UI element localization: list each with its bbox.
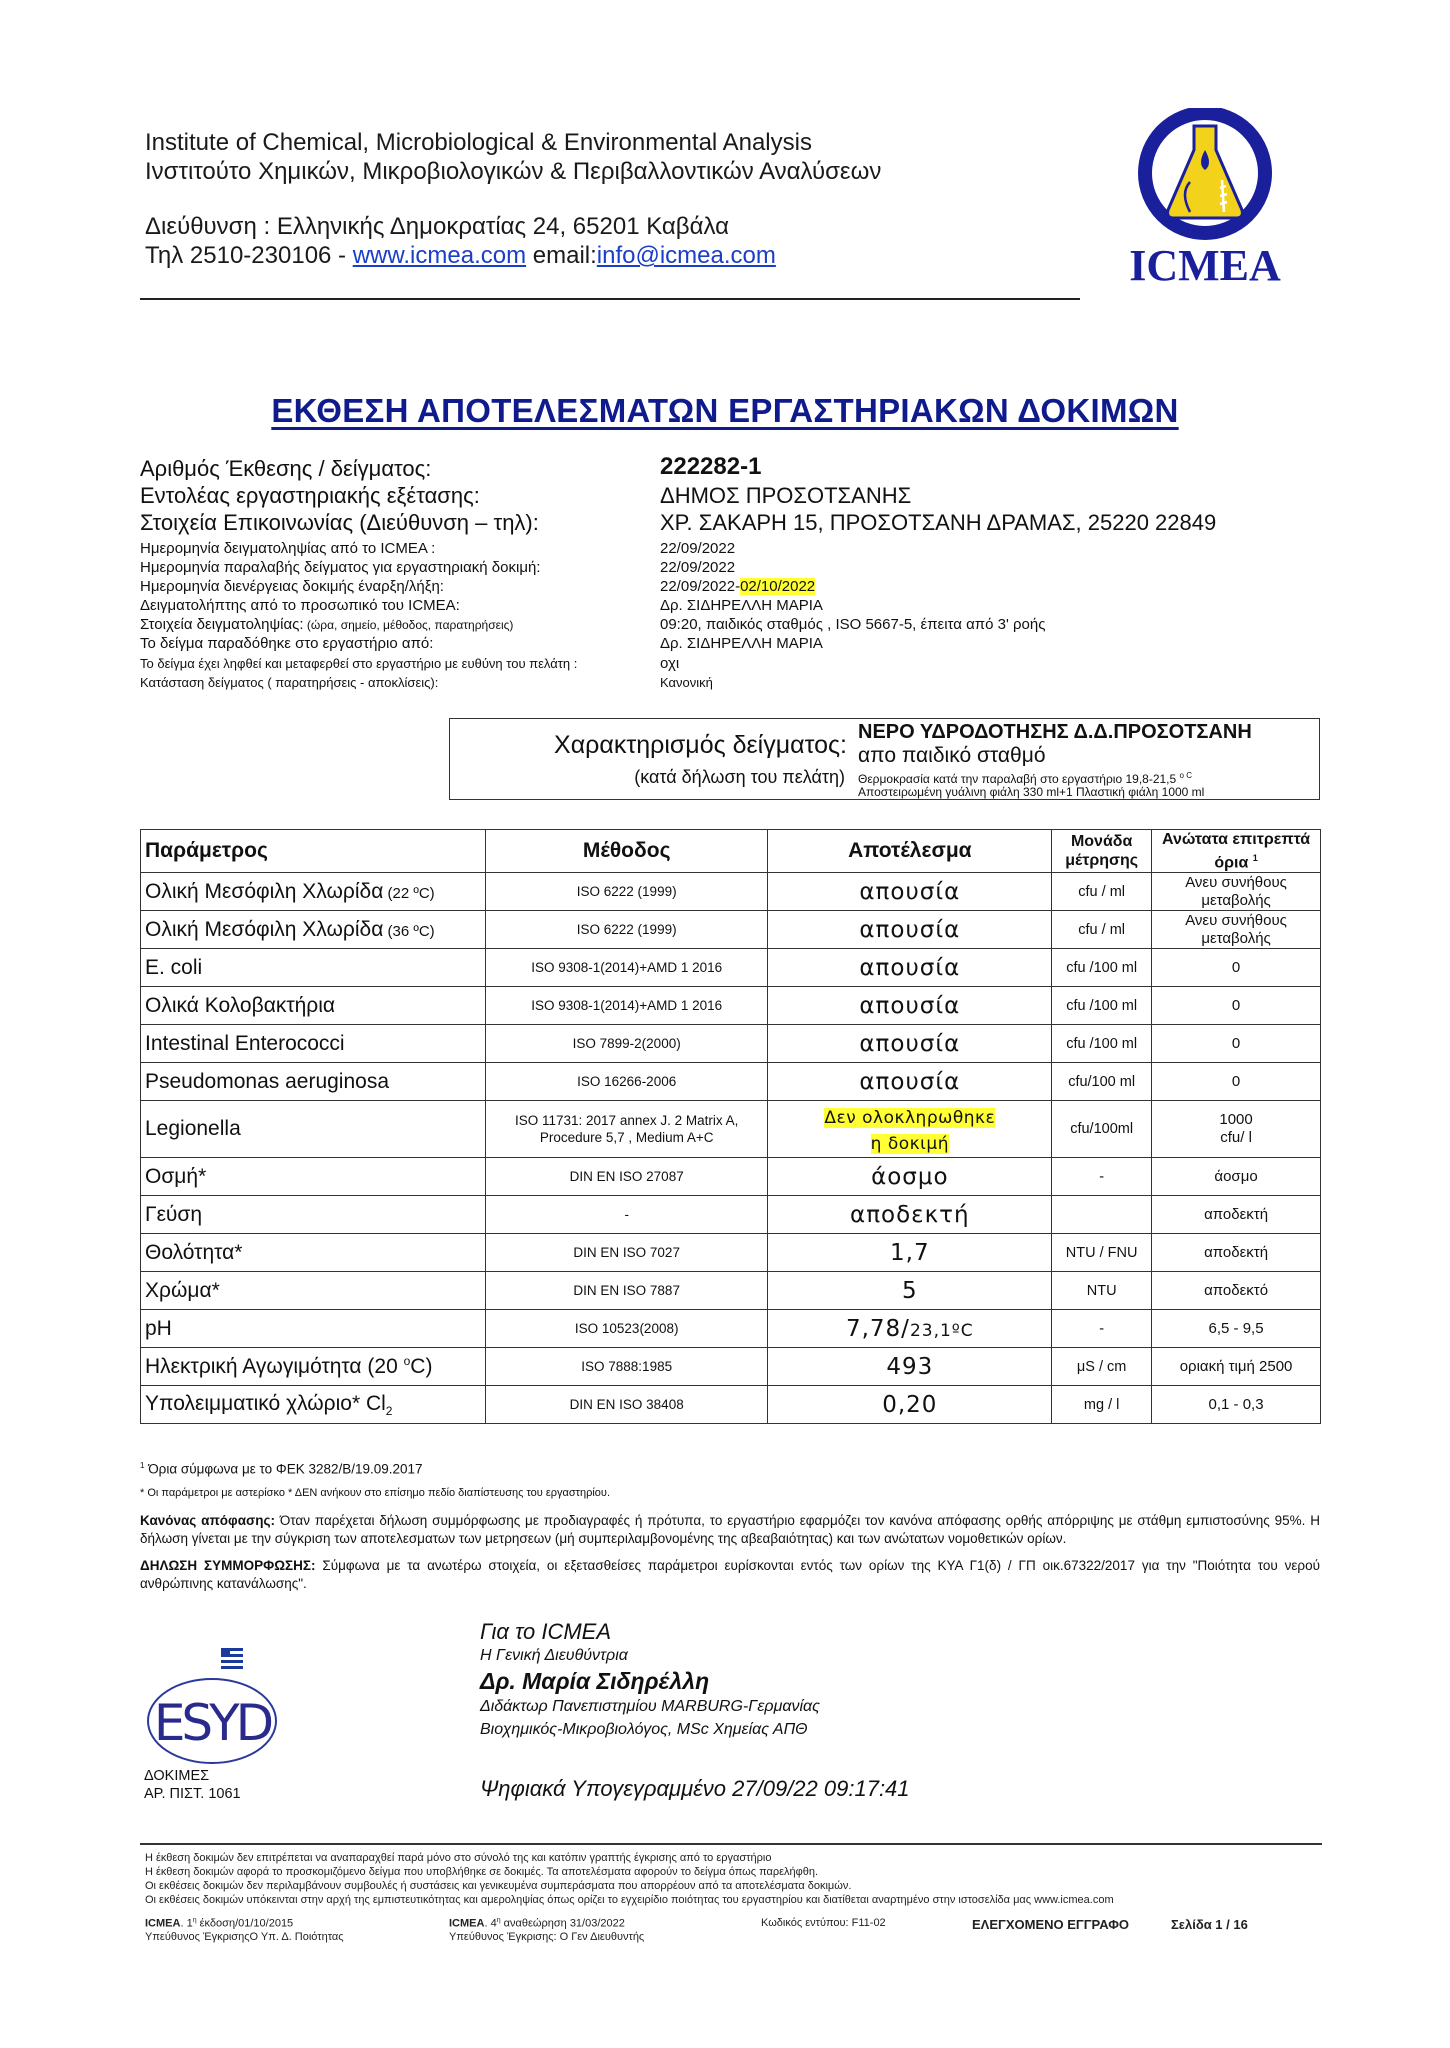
results-table — [140, 829, 1321, 1424]
edition-org: ICMEA — [145, 1917, 181, 1930]
footnote-marker: 1 — [140, 1461, 145, 1470]
header-divider — [140, 298, 1080, 300]
row-result: απουσία — [768, 987, 1052, 1025]
edition-date: έκδοση/01/10/2015 — [196, 1917, 294, 1930]
signatory-credential-2: Βιοχημικός-Μικροβιολόγος, MSc Χημείας ΑΠΘ — [480, 1721, 808, 1738]
institute-name-gr: Ινστιτούτο Χημικών, Μικροβιολογικών & Περιβαλλοντικών Αναλύσεων — [145, 158, 882, 185]
row-method: ISO 10523(2008) — [485, 1310, 768, 1348]
compliance-statement — [140, 1557, 1320, 1593]
parameter-name: Ολική Μεσόφιλη Χλωρίδα — [145, 917, 384, 941]
row-unit: NTU / FNU — [1052, 1234, 1152, 1272]
client-responsibility-value: οχι — [660, 655, 680, 672]
row-result: απουσία — [768, 911, 1052, 949]
delivered-by-label: Το δείγμα παραδόθηκε στο εργαστήριο από: — [140, 635, 434, 652]
parameter-subscript: 2 — [385, 1403, 393, 1418]
table-row — [141, 1196, 1321, 1234]
table-row — [141, 1063, 1321, 1101]
row-result: απουσία — [768, 873, 1052, 911]
client-label: Εντολέας εργαστηριακής εξέτασης: — [140, 483, 480, 508]
icmea-logo — [1110, 108, 1300, 288]
row-result: άοσμο — [768, 1158, 1052, 1196]
table-row — [141, 1386, 1321, 1424]
contact-line — [145, 241, 776, 270]
row-method: DIN EN ISO 7887 — [485, 1272, 768, 1310]
digital-signature: Ψηφιακά Υπογεγραμμένο 27/09/22 09:17:41 — [480, 1776, 910, 1801]
edition-number: . 1 — [180, 1917, 193, 1930]
row-unit: cfu/100ml — [1052, 1101, 1152, 1158]
result-line2: η δοκιμή — [870, 1134, 949, 1155]
controlled-document: ΕΛΕΓΧΟΜΕΝΟ ΕΓΓΡΑΦΟ — [972, 1917, 1130, 1932]
institute-address: Διεύθυνση : Ελληνικής Δημοκρατίας 24, 65201 Καβάλα — [145, 213, 729, 240]
delivered-by-value: Δρ. ΣΙΔΗΡΕΛΛΗ ΜΑΡΙΑ — [660, 635, 823, 652]
receipt-date-label: Ημερομηνία παραλαβής δείγματος για εργαστηριακή δοκιμή: — [140, 559, 541, 576]
edition-ordinal: η — [192, 1917, 197, 1924]
sampling-details-value: 09:20, παιδικός σταθμός , ISO 5667-5, έπειτα από 3' ροής — [660, 616, 1046, 633]
sampling-details-label-main: Στοιχεία δειγματοληψίας: — [140, 616, 304, 633]
row-parameter: Οσμή* — [141, 1158, 486, 1196]
ph-value: 7,78/ — [845, 1315, 910, 1342]
row-method: ISO 9308-1(2014)+AMD 1 2016 — [485, 949, 768, 987]
icmea-logo-text: ICMEA — [1129, 241, 1281, 288]
row-method: ISO 6222 (1999) — [485, 911, 768, 949]
test-dates-value — [660, 578, 815, 595]
test-dates-label: Ημερομηνία διενέργειας δοκιμής έναρξη/λήξη: — [140, 578, 444, 595]
footer-revision — [449, 1917, 625, 1930]
row-parameter — [141, 1386, 486, 1424]
row-method: DIN EN ISO 38408 — [485, 1386, 768, 1424]
row-limit: 6,5 - 9,5 — [1152, 1310, 1321, 1348]
esyd-logo-text: ESYD — [153, 1694, 271, 1752]
degree-sign: o — [403, 1354, 411, 1369]
row-method: ISO 7899-2(2000) — [485, 1025, 768, 1063]
row-limit: 0 — [1152, 949, 1321, 987]
revision-org: ICMEA — [449, 1917, 485, 1930]
footer-edition — [145, 1917, 293, 1930]
accreditation-line1: ΔΟΚΙΜΕΣ — [144, 1768, 210, 1784]
characterization-label: Χαρακτηρισμός δείγματος: — [554, 731, 847, 759]
characterization-containers: Αποστειρωμένη γυάλινη φιάλη 330 ml+1 Πλαστική φιάλη 1000 ml — [858, 785, 1205, 799]
row-result: αποδεκτή — [768, 1196, 1052, 1234]
row-limit: άοσμο — [1152, 1158, 1321, 1196]
row-parameter: pH — [141, 1310, 486, 1348]
row-unit: cfu / ml — [1052, 873, 1152, 911]
report-number-label: Αριθμός Έκθεσης / δείγματος: — [140, 456, 432, 481]
test-start-date: 22/09/2022- — [660, 578, 741, 595]
disclaimer-line: Η έκθεση δοκιμών δεν επιτρέπεται να αναπαραχθεί παρά μόνο στο σύνολό της και κατόπιν γραπτής έγκρισης από το εργαστήριο — [145, 1852, 772, 1864]
row-result — [768, 1310, 1052, 1348]
contact-label: Στοιχεία Επικοινωνίας (Διεύθυνση – τηλ): — [140, 510, 539, 535]
limit-line1: 1000 — [1219, 1111, 1253, 1129]
sampling-date-value: 22/09/2022 — [660, 540, 736, 557]
row-unit: cfu /100 ml — [1052, 949, 1152, 987]
header-unit — [1052, 830, 1152, 873]
row-parameter: Legionella — [141, 1101, 486, 1158]
disclaimer-line: Οι εκθέσεις δοκιμών δεν περιλαμβάνουν συμβουλές ή συστάσεις και γενικευμένα συμπεράσματα που απορρέουν από τα αποτελέσματα δοκιμών. — [145, 1880, 852, 1892]
header-unit-line2: μέτρησης — [1065, 852, 1139, 870]
characterization-sublabel: (κατά δήλωση του πελάτη) — [634, 767, 845, 787]
row-limit: 0,1 - 0,3 — [1152, 1386, 1321, 1424]
row-method: ISO 7888:1985 — [485, 1348, 768, 1386]
website-link[interactable]: www.icmea.com — [352, 242, 527, 269]
row-result: 0,20 — [768, 1386, 1052, 1424]
compliance-text: Σύμφωνα με τα ανωτέρω στοιχεία, οι εξετασθείσες παράμετροι ευρίσκονται εντός των ορίων της ΚΥΑ Γ1(δ) / ΓΠ οικ.67322/2017 για την "Ποιότητα του νερού ανθρώπινης κατανάλωσης". — [140, 1558, 1320, 1591]
header-method: Μέθοδος — [485, 830, 768, 873]
header-result: Αποτέλεσμα — [768, 830, 1052, 873]
parameter-unit: C) — [410, 1355, 433, 1379]
row-result: απουσία — [768, 1063, 1052, 1101]
row-unit: μS / cm — [1052, 1348, 1152, 1386]
signatory-credential-1: Διδάκτωρ Πανεπιστημίου MARBURG-Γερμανίας — [480, 1698, 820, 1715]
row-limit: Ανευ συνήθους μεταβολής — [1152, 911, 1321, 949]
parameter-name: Υπολειμματικό χλώριο* Cl — [145, 1391, 386, 1415]
row-limit: 0 — [1152, 1025, 1321, 1063]
parameter-temp: (36 ºC) — [383, 922, 435, 940]
table-row — [141, 1101, 1321, 1158]
footer-revision-approver: Υπεύθυνος Έγκρισης: Ο Γεν Διευθυντής — [449, 1931, 645, 1943]
table-row — [141, 1348, 1321, 1386]
parameter-name: Ηλεκτρική Αγωγιμότητα (20 — [145, 1355, 404, 1379]
row-result: 1,7 — [768, 1234, 1052, 1272]
method-line2: Procedure 5,7 , Medium A+C — [539, 1130, 714, 1146]
row-unit — [1052, 1196, 1152, 1234]
client-value: ΔΗΜΟΣ ΠΡΟΣΟΤΣΑΝΗΣ — [660, 483, 912, 508]
row-method — [485, 1101, 768, 1158]
contact-value: ΧΡ. ΣΑΚΑΡΗ 15, ΠΡΟΣΟΤΣΑΝΗ ΔΡΑΜΑΣ, 25220 22849 — [660, 510, 1217, 535]
row-result: 493 — [768, 1348, 1052, 1386]
row-result: απουσία — [768, 949, 1052, 987]
characterization-line2: απο παιδικό σταθμό — [858, 744, 1046, 767]
revision-ordinal: η — [496, 1917, 501, 1924]
table-row — [141, 949, 1321, 987]
table-row — [141, 1025, 1321, 1063]
row-parameter — [141, 911, 486, 949]
row-unit: - — [1052, 1310, 1152, 1348]
table-row — [141, 911, 1321, 949]
characterization-temperature — [858, 771, 1192, 786]
header-limits-line2: όρια — [1214, 854, 1253, 872]
footer-edition-approver: Υπεύθυνος ΈγκρισηςΟ Υπ. Δ. Ποιότητας — [145, 1931, 344, 1943]
signatory-name: Δρ. Μαρία Σιδηρέλλη — [480, 1668, 710, 1694]
row-parameter: Γεύση — [141, 1196, 486, 1234]
temperature-text: Θερμοκρασία κατά την παραλαβή στο εργαστήριο 19,8-21,5 — [858, 772, 1180, 786]
header-limits-footnote: 1 — [1252, 853, 1258, 863]
row-parameter: Intestinal Enterococci — [141, 1025, 486, 1063]
sampler-label: Δειγματολήπτης από το προσωπικό του ICMEA: — [140, 597, 460, 614]
sampling-details-label — [140, 616, 513, 633]
signature-for: Για το ICMEA — [480, 1619, 612, 1644]
header-limits-line1: Ανώτατα επιτρεπτά — [1161, 831, 1311, 848]
header-limits — [1152, 830, 1321, 873]
phone-text: Τηλ 2510-230106 - — [145, 242, 353, 269]
parameter-temp: (22 ºC) — [383, 884, 435, 902]
footer-divider — [140, 1843, 1322, 1845]
footnote-text: Όρια σύμφωνα με το ΦΕΚ 3282/Β/19.09.2017 — [144, 1461, 423, 1477]
compliance-label: ΔΗΛΩΣΗ ΣΥΜΜΟΡΦΩΣΗΣ: — [140, 1558, 316, 1573]
row-result: απουσία — [768, 1025, 1052, 1063]
row-limit: Ανευ συνήθους μεταβολής — [1152, 873, 1321, 911]
table-row — [141, 1272, 1321, 1310]
row-method: ISO 6222 (1999) — [485, 873, 768, 911]
signature-role: Η Γενική Διευθύντρια — [480, 1647, 628, 1664]
sampling-details-label-note: (ώρα, σημείο, μέθοδος, παρατηρήσεις) — [303, 618, 514, 632]
asterisk-note: * Οι παράμετροι με αστερίσκο * ΔΕΝ ανήκουν στο επίσημο πεδίο διαπίστευσης του εργαστηρίου. — [140, 1487, 610, 1499]
table-header-row — [141, 830, 1321, 873]
row-parameter: E. coli — [141, 949, 486, 987]
row-result: 5 — [768, 1272, 1052, 1310]
row-limit: οριακή τιμή 2500 — [1152, 1348, 1321, 1386]
limit-line2: cfu/ l — [1220, 1129, 1252, 1147]
header-unit-line1: Μονάδα — [1070, 833, 1133, 851]
disclaimer-line: Οι εκθέσεις δοκιμών υπόκεινται στην αρχή της εμπιστευτικότητας και αμεροληψίας όπως ορίζει το εγχειρίδιο ποιότητας του εργαστηρίου και διατίθεται αναρτημένο στην ιστοσελίδα μας www.icmea.com — [145, 1894, 1114, 1906]
table-row — [141, 873, 1321, 911]
row-unit: mg / l — [1052, 1386, 1152, 1424]
row-method: - — [485, 1196, 768, 1234]
row-unit: cfu/100 ml — [1052, 1063, 1152, 1101]
sampling-date-label: Ημερομηνία δειγματοληψίας από το ICMEA : — [140, 540, 436, 557]
row-limit — [1152, 1101, 1321, 1158]
limits-footnote — [140, 1461, 423, 1477]
row-unit: cfu / ml — [1052, 911, 1152, 949]
test-end-date: 02/10/2022 — [740, 578, 816, 595]
result-line1: Δεν ολοκληρωθηκε — [824, 1108, 996, 1129]
email-prefix: email: — [526, 242, 597, 269]
temperature-unit: o C — [1179, 771, 1192, 780]
disclaimer-line: Η έκθεση δοκιμών αφορά το προσκομιζόμενο δείγμα που υποβλήθηκε σε δοκιμές. Τα αποτελέσματα αφορούν το δείγμα όπως παρελήφθη. — [145, 1866, 819, 1878]
decision-rule — [140, 1512, 1320, 1548]
table-row — [141, 1158, 1321, 1196]
sampler-value: Δρ. ΣΙΔΗΡΕΛΛΗ ΜΑΡΙΑ — [660, 597, 823, 614]
parameter-name: Ολική Μεσόφιλη Χλωρίδα — [145, 879, 384, 903]
row-limit: αποδεκτή — [1152, 1234, 1321, 1272]
row-parameter: Pseudomonas aeruginosa — [141, 1063, 486, 1101]
row-parameter: Ολικά Κολοβακτήρια — [141, 987, 486, 1025]
method-line1: ISO 11731: 2017 annex J. 2 Matrix A, — [514, 1113, 739, 1129]
table-row — [141, 1310, 1321, 1348]
institute-name-en: Institute of Chemical, Microbiological & Environmental Analysis — [145, 129, 812, 156]
row-limit: 0 — [1152, 1063, 1321, 1101]
row-limit: αποδεκτή — [1152, 1196, 1321, 1234]
row-result — [768, 1101, 1052, 1158]
row-method: DIN EN ISO 27087 — [485, 1158, 768, 1196]
row-unit: cfu /100 ml — [1052, 1025, 1152, 1063]
row-unit: NTU — [1052, 1272, 1152, 1310]
condition-label: Κατάσταση δείγματος ( παρατηρήσεις - αποκλίσεις): — [140, 675, 439, 690]
row-parameter: Θολότητα* — [141, 1234, 486, 1272]
condition-value: Κανονική — [660, 675, 713, 690]
decision-rule-text: Όταν παρέχεται δήλωση συμμόρφωσης με προδιαγραφές ή πρότυπα, το εργαστήριο εφαρμόζει τον κανόνα απόφασης ορθής απόρριψης με στάθμη εμπιστοσύνης 95%. Η δήλωση γίνεται με την σύγκριση των αποτελεσματων των μετρησεων (μή συμπεριλαμβονομένης της αβεαβαιότητας) και των ανώτατων νομοθετικών ορίων. — [140, 1513, 1321, 1546]
accreditation-line2: ΑΡ. ΠΙΣΤ. 1061 — [144, 1786, 241, 1802]
esyd-accreditation-logo — [143, 1646, 281, 1766]
ph-temperature: 23,1ºC — [909, 1320, 974, 1341]
email-link[interactable]: info@icmea.com — [596, 242, 776, 269]
revision-date: αναθεώρηση 31/03/2022 — [500, 1917, 625, 1930]
sample-characterization-box — [449, 718, 1320, 800]
table-row — [141, 1234, 1321, 1272]
form-code: Κωδικός εντύπου: F11-02 — [761, 1917, 886, 1929]
report-title: ΕΚΘΕΣΗ ΑΠΟΤΕΛΕΣΜΑΤΩΝ ΕΡΓΑΣΤΗΡΙΑΚΩΝ ΔΟΚΙΜΩΝ — [271, 392, 1179, 429]
row-parameter — [141, 873, 486, 911]
header-parameter: Παράμετρος — [141, 830, 486, 873]
row-parameter: Χρώμα* — [141, 1272, 486, 1310]
revision-number: . 4 — [484, 1917, 497, 1930]
row-limit: αποδεκτό — [1152, 1272, 1321, 1310]
row-method: ISO 16266-2006 — [485, 1063, 768, 1101]
client-responsibility-label: Το δείγμα έχει ληφθεί και μεταφερθεί στο εργαστήριο με ευθύνη του πελάτη : — [140, 656, 578, 671]
row-unit: cfu /100 ml — [1052, 987, 1152, 1025]
characterization-line1: ΝΕΡΟ ΥΔΡΟΔΟΤΗΣΗΣ Δ.Δ.ΠΡΟΣΟΤΣΑΝΗ — [858, 721, 1252, 743]
row-limit: 0 — [1152, 987, 1321, 1025]
page-number: Σελίδα 1 / 16 — [1171, 1917, 1248, 1932]
report-number-value: 222282-1 — [660, 453, 762, 480]
table-row — [141, 987, 1321, 1025]
row-method: DIN EN ISO 7027 — [485, 1234, 768, 1272]
receipt-date-value: 22/09/2022 — [660, 559, 736, 576]
row-parameter — [141, 1348, 486, 1386]
decision-rule-label: Κανόνας απόφασης: — [140, 1513, 275, 1528]
row-unit: - — [1052, 1158, 1152, 1196]
row-method: ISO 9308-1(2014)+AMD 1 2016 — [485, 987, 768, 1025]
